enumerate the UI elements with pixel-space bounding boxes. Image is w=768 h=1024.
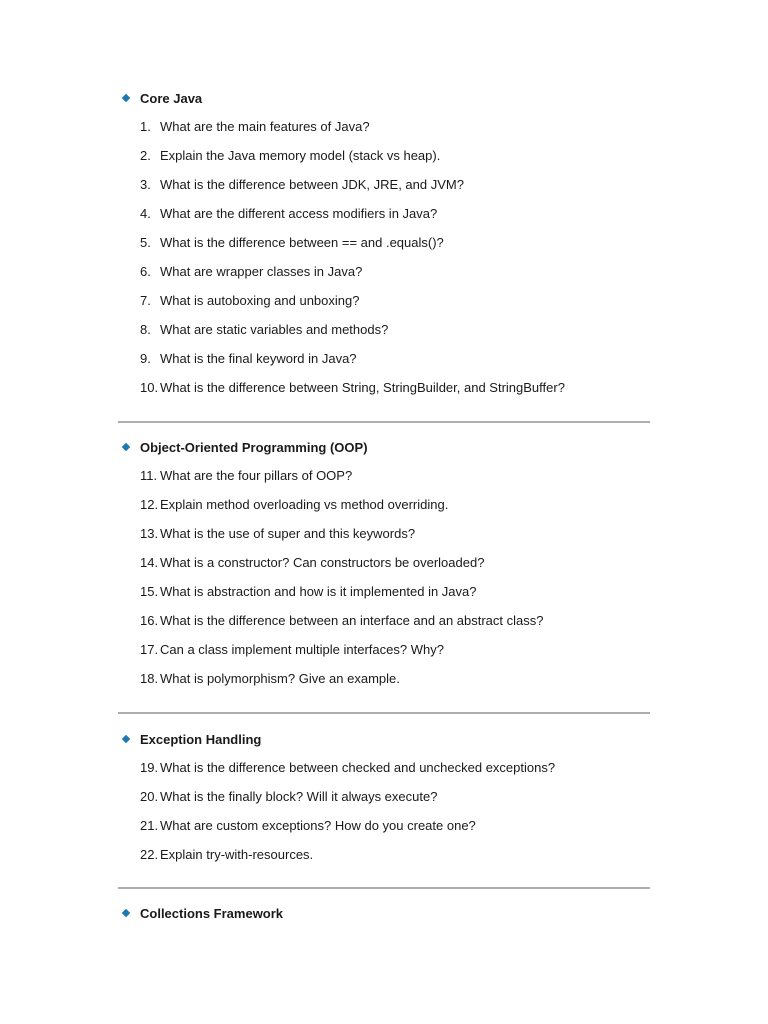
question-text: What is polymorphism? Give an example. (160, 671, 400, 686)
section-divider (118, 712, 650, 714)
list-item (118, 669, 650, 698)
question-number: 14. (140, 555, 159, 570)
question-number: 3. (140, 177, 151, 192)
list-item (118, 758, 650, 787)
section-oop (118, 437, 650, 698)
question-list (118, 466, 650, 698)
section-core-java (118, 88, 650, 407)
question-number: 1. (140, 119, 151, 134)
question-text: What are custom exceptions? How do you create one? (160, 818, 476, 833)
section-title: Collections Framework (140, 905, 284, 921)
diamond-bullet-icon (122, 443, 130, 451)
question-text: What are the four pillars of OOP? (160, 468, 353, 483)
list-item (118, 816, 650, 845)
section-divider (118, 421, 650, 423)
question-number: 13. (140, 526, 159, 541)
list-item (118, 349, 650, 378)
question-text: What is a constructor? Can constructors be overloaded? (160, 555, 485, 570)
question-number: 4. (140, 206, 151, 221)
question-text: Explain the Java memory model (stack vs heap). (160, 148, 441, 163)
question-text: What is the difference between an interface and an abstract class? (160, 613, 544, 628)
section-heading (118, 729, 650, 749)
list-item (118, 495, 650, 524)
diamond-bullet-icon (122, 94, 130, 102)
list-item (118, 378, 650, 407)
question-number: 20. (140, 789, 159, 804)
question-text: What is the use of super and this keywords? (160, 526, 416, 541)
question-number: 6. (140, 264, 151, 279)
question-number: 12. (140, 497, 159, 512)
list-item (118, 204, 650, 233)
list-item (118, 233, 650, 262)
list-item (118, 787, 650, 816)
question-number: 16. (140, 613, 159, 628)
list-item (118, 524, 650, 553)
question-list (118, 117, 650, 407)
list-item (118, 146, 650, 175)
question-number: 22. (140, 847, 159, 862)
question-number: 15. (140, 584, 159, 599)
section-title: Exception Handling (140, 731, 262, 747)
list-item (118, 175, 650, 204)
question-number: 17. (140, 642, 159, 657)
list-item (118, 582, 650, 611)
list-item (118, 611, 650, 640)
question-text: What is the difference between checked and unchecked exceptions? (160, 760, 556, 775)
question-number: 11. (140, 468, 158, 483)
section-title: Core Java (140, 90, 203, 106)
question-number: 19. (140, 760, 159, 775)
question-text: What are static variables and methods? (160, 322, 389, 337)
question-text: What is the difference between String, StringBuilder, and StringBuffer? (160, 380, 565, 395)
question-text: What is the difference between JDK, JRE, and JVM? (160, 177, 464, 192)
question-text: Can a class implement multiple interfaces? Why? (160, 642, 444, 657)
question-text: Explain try-with-resources. (160, 847, 314, 862)
question-number: 21. (140, 818, 159, 833)
question-number: 2. (140, 148, 151, 163)
question-number: 8. (140, 322, 151, 337)
list-item (118, 640, 650, 669)
list-item (118, 553, 650, 582)
question-list (118, 758, 650, 874)
diamond-bullet-icon (122, 909, 130, 917)
list-item (118, 291, 650, 320)
section-exception-handling (118, 729, 650, 874)
question-text: What are wrapper classes in Java? (160, 264, 363, 279)
list-item (118, 466, 650, 495)
question-text: Explain method overloading vs method overriding. (160, 497, 449, 512)
list-item (118, 117, 650, 146)
question-text: What is abstraction and how is it implemented in Java? (160, 584, 477, 599)
question-text: What is autoboxing and unboxing? (160, 293, 360, 308)
question-number: 5. (140, 235, 151, 250)
question-number: 18. (140, 671, 159, 686)
question-text: What is the final keyword in Java? (160, 351, 357, 366)
list-item (118, 845, 650, 874)
question-text: What are the different access modifiers in Java? (160, 206, 438, 221)
diamond-bullet-icon (122, 735, 130, 743)
list-item (118, 320, 650, 349)
section-heading (118, 903, 650, 923)
section-divider (118, 887, 650, 889)
question-text: What are the main features of Java? (160, 119, 370, 134)
question-number: 10. (140, 380, 159, 395)
list-item (118, 262, 650, 291)
section-title: Object-Oriented Programming (OOP) (140, 439, 368, 455)
section-heading (118, 88, 650, 108)
question-number: 7. (140, 293, 151, 308)
section-collections-framework (118, 903, 650, 923)
question-number: 9. (140, 351, 151, 366)
section-heading (118, 437, 650, 457)
question-text: What is the finally block? Will it always execute? (160, 789, 438, 804)
question-text: What is the difference between == and .equals()? (160, 235, 444, 250)
